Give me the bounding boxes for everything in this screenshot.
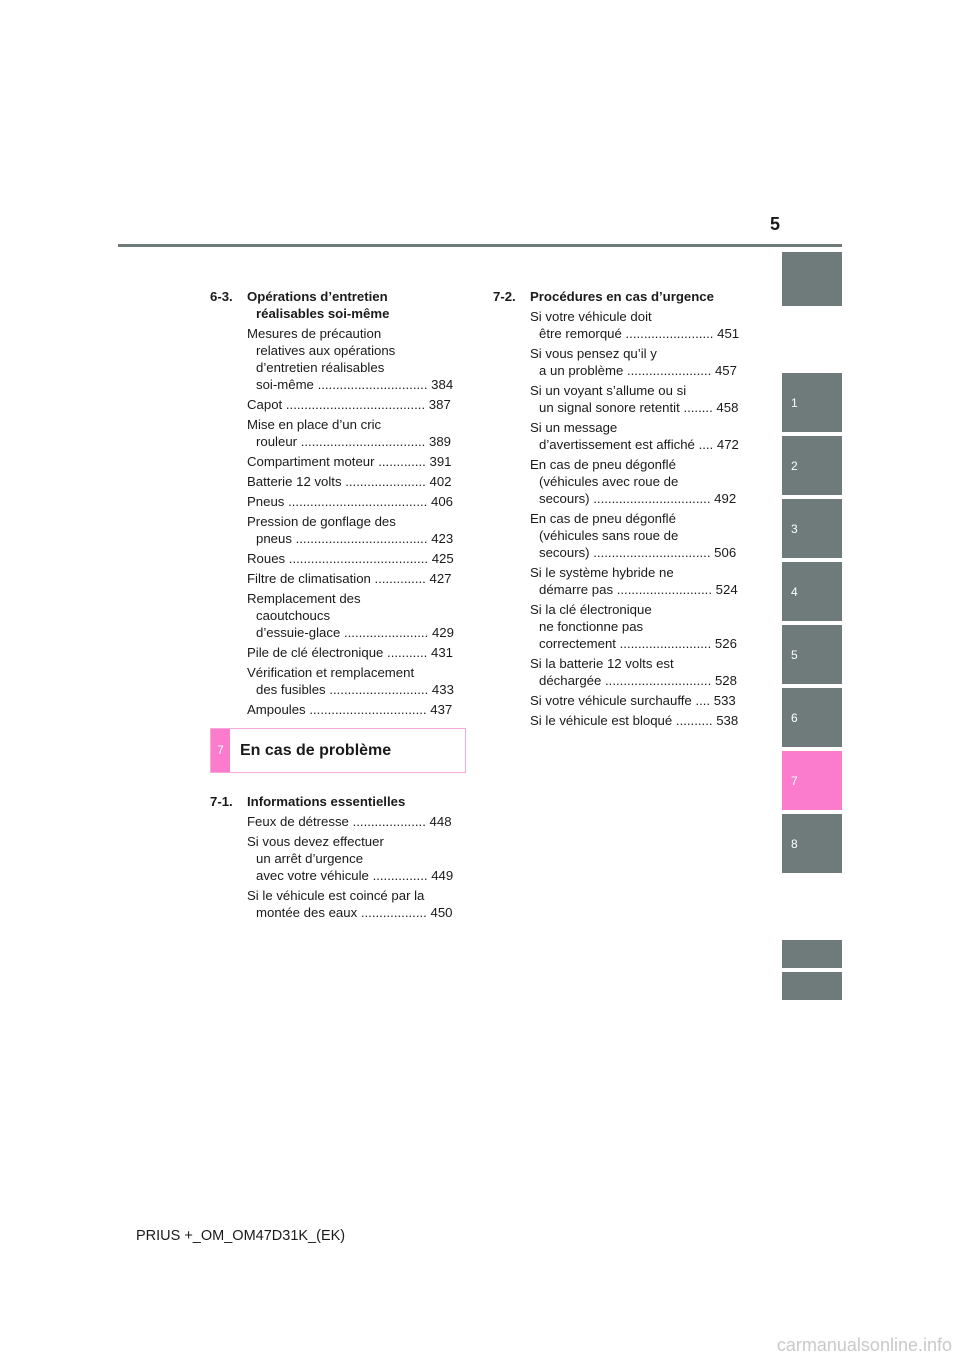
side-tab-2[interactable] <box>782 436 842 495</box>
toc-leader-dots: .......................... <box>616 582 712 597</box>
toc-leader-dots: .................. <box>360 905 427 920</box>
toc-entry-last-line <box>530 692 741 709</box>
toc-entry-text: (véhicules sans roue de <box>539 528 679 543</box>
toc-entry-last-line <box>247 644 458 661</box>
toc-entry-last-line <box>247 681 458 698</box>
toc-entry-text: relatives aux opérations <box>256 343 396 358</box>
toc-page-number: 427 <box>429 571 452 586</box>
chapter-tab-number: 7 <box>211 729 230 772</box>
toc-page-number: 431 <box>431 645 454 660</box>
toc-entry-text: Batterie 12 volts <box>247 474 342 489</box>
toc-entry-last-line <box>247 624 458 641</box>
side-tab-6[interactable] <box>782 688 842 747</box>
watermark: carmanualsonline.info <box>776 1335 952 1355</box>
section-title-line: Opérations d’entretien <box>247 289 388 304</box>
toc-entry[interactable] <box>247 570 458 587</box>
toc-entry-last-line <box>247 701 458 718</box>
side-tab-5[interactable] <box>782 625 842 684</box>
toc-entry-text: correctement <box>539 636 616 651</box>
toc-entry-last-line <box>530 544 741 561</box>
toc-page-number: 391 <box>429 454 452 469</box>
toc-entry-text: pneus <box>256 531 292 546</box>
toc-leader-dots: ......................... <box>619 636 712 651</box>
toc-entry-last-line <box>530 712 741 729</box>
toc-page-number: 433 <box>431 682 454 697</box>
toc-leader-dots: .................................... <box>295 531 428 546</box>
toc-entry-text: Mise en place d’un cric <box>247 417 382 432</box>
toc-entry-last-line <box>247 453 458 470</box>
toc-entry-text: Remplacement des <box>247 591 361 606</box>
toc-page-number: 387 <box>428 397 451 412</box>
chapter-7-header[interactable] <box>210 728 466 773</box>
toc-entry-text: un arrêt d’urgence <box>256 851 364 866</box>
toc-entry[interactable] <box>530 456 741 507</box>
toc-entry[interactable] <box>247 453 458 470</box>
toc-page-number: 457 <box>714 363 737 378</box>
toc-page-number: 451 <box>717 326 740 341</box>
side-tab-blank-index-2[interactable] <box>782 972 842 1000</box>
toc-leader-dots: ................................ <box>593 491 711 506</box>
toc-entry-last-line <box>247 813 458 830</box>
toc-page-number: 528 <box>714 673 737 688</box>
toc-entry-last-line <box>530 672 741 689</box>
toc-page-number: 425 <box>431 551 454 566</box>
toc-entry-text: soi-même <box>256 377 314 392</box>
toc-entry-last-line <box>530 399 741 416</box>
toc-entry-text: Si le véhicule est bloqué <box>530 713 673 728</box>
toc-entry-text: Si la batterie 12 volts est <box>530 656 674 671</box>
toc-page-number: 538 <box>716 713 739 728</box>
section-6-3 <box>210 288 458 721</box>
side-tab-label: 4 <box>791 584 798 599</box>
toc-entry[interactable] <box>530 382 741 416</box>
toc-entries <box>247 813 458 921</box>
toc-entry[interactable] <box>247 416 458 450</box>
toc-entry-text: En cas de pneu dégonflé <box>530 511 676 526</box>
toc-entry-text: secours) <box>539 491 590 506</box>
side-tab-blank-index-1[interactable] <box>782 940 842 968</box>
toc-entry-last-line <box>247 570 458 587</box>
section-7-2 <box>493 288 741 732</box>
toc-entry-text: Ampoules <box>247 702 306 717</box>
toc-page-number: 458 <box>716 400 739 415</box>
toc-entry[interactable] <box>247 550 458 567</box>
toc-entry-last-line <box>247 904 458 921</box>
toc-entry-text: Si la clé électronique <box>530 602 652 617</box>
toc-entries <box>247 325 458 718</box>
toc-entry[interactable] <box>530 655 741 689</box>
toc-entry-text: Si votre véhicule surchauffe <box>530 693 692 708</box>
toc-page-number: 384 <box>431 377 454 392</box>
toc-entry[interactable] <box>530 601 741 652</box>
toc-entry[interactable] <box>530 564 741 598</box>
toc-leader-dots: .............. <box>374 571 426 586</box>
toc-entry-text: En cas de pneu dégonflé <box>530 457 676 472</box>
toc-entry-text: Filtre de climatisation <box>247 571 371 586</box>
header-rule <box>118 244 842 247</box>
toc-entry-text: Capot <box>247 397 283 412</box>
toc-leader-dots: ........................... <box>329 682 429 697</box>
section-number: 6-3. <box>210 289 233 304</box>
toc-leader-dots: .................... <box>352 814 426 829</box>
side-tab-3[interactable] <box>782 499 842 558</box>
toc-entry[interactable] <box>530 712 741 729</box>
section-number: 7-1. <box>210 794 233 809</box>
toc-leader-dots: .......... <box>675 713 713 728</box>
toc-entry-text: déchargée <box>539 673 602 688</box>
toc-entry-text: Vérification et remplacement <box>247 665 415 680</box>
toc-entry[interactable] <box>530 692 741 709</box>
toc-entry[interactable] <box>247 396 458 413</box>
toc-entry[interactable] <box>247 473 458 490</box>
toc-leader-dots: ...................... <box>345 474 426 489</box>
toc-leader-dots: ................................ <box>593 545 711 560</box>
side-tab-1[interactable] <box>782 373 842 432</box>
toc-entry-text: d’avertissement est affiché <box>539 437 695 452</box>
toc-leader-dots: ............... <box>372 868 428 883</box>
side-tab-label: 2 <box>791 458 798 473</box>
toc-entry[interactable] <box>247 590 458 641</box>
toc-entry-text: Pneus <box>247 494 285 509</box>
side-tab-label: 7 <box>791 773 798 788</box>
side-tab-blank-top[interactable] <box>782 252 842 306</box>
toc-entry-text: Compartiment moteur <box>247 454 375 469</box>
toc-entry-last-line <box>247 376 458 393</box>
toc-leader-dots: ............................. <box>605 673 712 688</box>
toc-leader-dots: ...................................... <box>288 494 428 509</box>
toc-leader-dots: .... <box>698 437 714 452</box>
toc-leader-dots: ........................ <box>625 326 714 341</box>
chapter-title: En cas de problème <box>240 742 392 759</box>
toc-entry-last-line <box>247 473 458 490</box>
toc-entry-text: Si un voyant s’allume ou si <box>530 383 687 398</box>
toc-page-number: 506 <box>714 545 737 560</box>
toc-page-number: 402 <box>429 474 452 489</box>
toc-page-number: 429 <box>431 625 454 640</box>
side-tab-label: 8 <box>791 836 798 851</box>
toc-leader-dots: .............................. <box>317 377 428 392</box>
toc-entry[interactable] <box>530 308 741 342</box>
toc-entry-text: Si un message <box>530 420 618 435</box>
side-tab-label: 6 <box>791 710 798 725</box>
toc-entry-text: d’essuie-glace <box>256 625 341 640</box>
toc-leader-dots: ...................................... <box>285 397 426 412</box>
toc-entry-last-line <box>530 362 741 379</box>
toc-entry[interactable] <box>530 345 741 379</box>
toc-page-number: 526 <box>714 636 737 651</box>
toc-entry-last-line <box>247 493 458 510</box>
section-number: 7-2. <box>493 289 516 304</box>
toc-entry-text: d’entretien réalisables <box>256 360 385 375</box>
toc-page-number: 448 <box>429 814 452 829</box>
toc-entry-text: être remorqué <box>539 326 622 341</box>
toc-page-number: 449 <box>431 868 454 883</box>
section-7-1 <box>210 793 458 924</box>
toc-entry[interactable] <box>247 813 458 830</box>
toc-entry-text: Si vous pensez qu’il y <box>530 346 657 361</box>
toc-entry-text: Si vous devez effectuer <box>247 834 384 849</box>
toc-entry-text: démarre pas <box>539 582 614 597</box>
side-tab-8[interactable] <box>782 814 842 873</box>
toc-entry-text: Si le système hybride ne <box>530 565 674 580</box>
document-code-footer: PRIUS +_OM_OM47D31K_(EK) <box>136 1228 346 1244</box>
toc-entry-last-line <box>530 325 741 342</box>
toc-page-number: 389 <box>428 434 451 449</box>
toc-entry-last-line <box>247 433 458 450</box>
toc-entry-text: (véhicules avec roue de <box>539 474 679 489</box>
toc-entry[interactable] <box>247 887 458 921</box>
toc-entry[interactable] <box>530 510 741 561</box>
toc-entry-text: montée des eaux <box>256 905 358 920</box>
toc-entry[interactable] <box>530 419 741 453</box>
page-number: 5 <box>769 214 780 234</box>
toc-entry[interactable] <box>247 644 458 661</box>
toc-entry-text: Pression de gonflage des <box>247 514 396 529</box>
toc-leader-dots: ............. <box>378 454 426 469</box>
toc-leader-dots: ........ <box>683 400 713 415</box>
side-tab-label: 1 <box>791 395 798 410</box>
toc-entry-last-line <box>530 490 741 507</box>
side-tab-label: 5 <box>791 647 798 662</box>
section-title <box>247 288 458 322</box>
toc-entry-text: caoutchoucs <box>256 608 331 623</box>
toc-entry[interactable] <box>247 664 458 698</box>
toc-leader-dots: ................................ <box>309 702 427 717</box>
toc-entry-text: secours) <box>539 545 590 560</box>
toc-page-number: 437 <box>430 702 453 717</box>
section-heading <box>210 288 458 322</box>
section-heading <box>210 793 458 810</box>
toc-leader-dots: ....................... <box>343 625 429 640</box>
toc-page-number: 492 <box>714 491 737 506</box>
toc-entry[interactable] <box>247 701 458 718</box>
toc-entries <box>530 308 741 729</box>
toc-entry-last-line <box>530 436 741 453</box>
toc-entry-text: a un problème <box>539 363 624 378</box>
toc-entry-text: rouleur <box>256 434 298 449</box>
toc-entry[interactable] <box>247 493 458 510</box>
toc-entry-last-line <box>247 867 458 884</box>
side-tab-label: 3 <box>791 521 798 536</box>
toc-entry-last-line <box>247 396 458 413</box>
toc-entry-text: un signal sonore retentit <box>539 400 680 415</box>
toc-entry-last-line <box>247 530 458 547</box>
toc-entry[interactable] <box>247 325 458 393</box>
section-title: Informations essentielles <box>247 794 406 809</box>
toc-entry-text: avec votre véhicule <box>256 868 369 883</box>
side-tab-7[interactable] <box>782 751 842 810</box>
toc-leader-dots: ...................................... <box>288 551 429 566</box>
side-tab-4[interactable] <box>782 562 842 621</box>
toc-entry-text: Feux de détresse <box>247 814 349 829</box>
toc-page-number: 533 <box>713 693 736 708</box>
toc-leader-dots: .... <box>695 693 711 708</box>
toc-entry-text: Pile de clé électronique <box>247 645 384 660</box>
toc-page-number: 524 <box>715 582 738 597</box>
toc-page-number: 450 <box>430 905 453 920</box>
section-title: Procédures en cas d’urgence <box>530 289 714 304</box>
toc-entry-text: Mesures de précaution <box>247 326 382 341</box>
toc-entry[interactable] <box>247 833 458 884</box>
toc-entry[interactable] <box>247 513 458 547</box>
toc-entry-last-line <box>247 550 458 567</box>
toc-entry-text: des fusibles <box>256 682 326 697</box>
toc-entry-text: ne fonctionne pas <box>539 619 644 634</box>
toc-page-number: 472 <box>716 437 739 452</box>
toc-leader-dots: ........... <box>387 645 428 660</box>
toc-page-number: 423 <box>431 531 454 546</box>
section-title-line: réalisables soi-même <box>256 306 390 321</box>
toc-entry-last-line <box>530 635 741 652</box>
toc-entry-text: Si le véhicule est coincé par la <box>247 888 425 903</box>
toc-leader-dots: ....................... <box>626 363 712 378</box>
section-heading <box>493 288 741 305</box>
toc-leader-dots: .................................. <box>300 434 426 449</box>
toc-entry-text: Roues <box>247 551 286 566</box>
toc-entry-text: Si votre véhicule doit <box>530 309 652 324</box>
toc-page-number: 406 <box>430 494 453 509</box>
toc-entry-last-line <box>530 581 741 598</box>
